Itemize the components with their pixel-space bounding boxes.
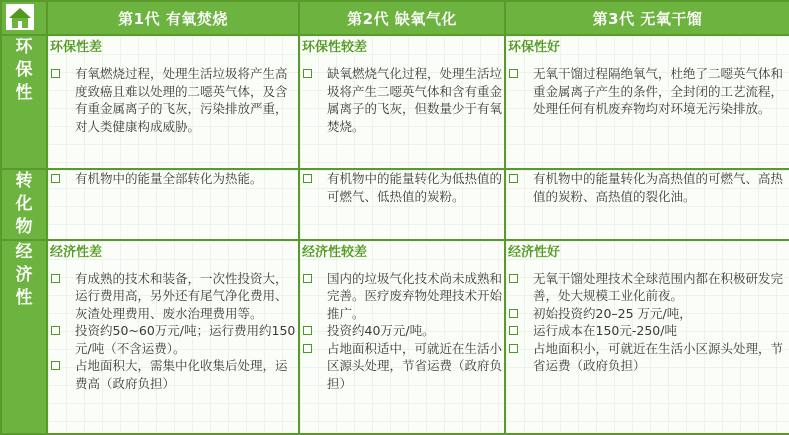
row-label-environmental: 环 保 性 xyxy=(1,35,47,169)
checkbox-bullet-icon xyxy=(51,326,60,335)
cell-subtitle: 经济性差 xyxy=(50,244,103,260)
header-gen2: 第2代 缺氧气化 xyxy=(299,1,505,35)
logo-icon xyxy=(6,4,34,30)
cell-conv-gen3 xyxy=(505,169,789,240)
checkbox-bullet-icon xyxy=(509,326,518,335)
header-gen1: 第1代 有氧焚烧 xyxy=(47,1,299,35)
checkbox-bullet-icon xyxy=(51,274,60,283)
list-item: 缺氧燃烧气化过程，处理生活垃圾将产生二噁英气体和含有重金属离子的飞灰，但数量少于有氧焚烧。 xyxy=(300,65,504,135)
cell-econ-gen1 xyxy=(47,240,299,434)
list-item: 投资约40万元/吨。 xyxy=(300,322,504,340)
cell-subtitle: 经济性较差 xyxy=(302,244,368,260)
list-item: 有氧燃烧过程，处理生活垃圾将产生高度致癌且难以处理的二噁英气体，及含有重金属离子的飞灰，污染排放严重，对人类健康构成威胁。 xyxy=(48,65,298,135)
cell-subtitle: 经济性好 xyxy=(508,244,561,260)
checkbox-bullet-icon xyxy=(509,69,518,78)
list-item: 国内的垃圾气化技术尚未成熟和完善。医疗废弃物处理技术开始推广。 xyxy=(300,270,504,323)
cell-env-gen3 xyxy=(505,35,789,169)
list-item: 运行成本在150元-250/吨 xyxy=(506,322,789,340)
cell-subtitle: 环保性较差 xyxy=(302,40,368,55)
list-item: 占地面积大，需集中化收集后处理，运费高（政府负担） xyxy=(48,357,298,392)
list-item: 占地面积小，可就近在生活小区源头处理，节省运费（政府负担） xyxy=(506,340,789,375)
list-item: 占地面积适中，可就近在生活小区源头处理，节省运费（政府负担） xyxy=(300,340,504,393)
checkbox-bullet-icon xyxy=(303,174,312,183)
list-item: 有机物中的能量转化为低热值的可燃气、低热值的炭粉。 xyxy=(300,170,504,205)
list-item: 有机物中的能量转化为高热值的可燃气、高热值的炭粉、高热值的裂化油。 xyxy=(506,170,789,205)
list-item: 初始投资约20–25 万元/吨， xyxy=(506,305,789,323)
checkbox-bullet-icon xyxy=(51,361,60,370)
list-item: 无氧干馏过程隔绝氧气，杜绝了二噁英气体和重金属离子产生的条件，全封闭的工艺流程，处理任何有机废弃物均对环境无污染排放。 xyxy=(506,65,789,118)
checkbox-bullet-icon xyxy=(51,174,60,183)
cell-subtitle: 环保性差 xyxy=(50,40,103,55)
list-item: 有机物中的能量全部转化为热能。 xyxy=(48,170,298,188)
cell-conv-gen1 xyxy=(47,169,299,240)
header-row xyxy=(1,1,789,35)
list-item: 有成熟的技术和装备，一次性投资大，运行费用高，另外还有尾气净化费用、灰渣处理费用、废水治理费用等。 xyxy=(48,270,298,323)
checkbox-bullet-icon xyxy=(303,326,312,335)
cell-econ-gen2 xyxy=(299,240,505,434)
checkbox-bullet-icon xyxy=(509,344,518,353)
checkbox-bullet-icon xyxy=(303,344,312,353)
cell-env-gen2 xyxy=(299,35,505,169)
row-economic xyxy=(1,240,789,434)
row-environmental xyxy=(1,35,789,169)
row-label-conversion: 转 化 物 xyxy=(1,169,47,240)
row-conversion xyxy=(1,169,789,240)
list-item: 投资约50~60万元/吨；运行费用约150元/吨（不含运费）。 xyxy=(48,322,298,357)
list-item: 无氧干馏处理技术全球范围内都在积极研发完善，处大规模工业化前夜。 xyxy=(506,270,789,305)
header-gen3: 第3代 无氧干馏 xyxy=(505,1,789,35)
row-label-economic: 经 济 性 xyxy=(1,240,47,434)
checkbox-bullet-icon xyxy=(509,309,518,318)
checkbox-bullet-icon xyxy=(509,174,518,183)
checkbox-bullet-icon xyxy=(509,274,518,283)
cell-subtitle: 环保性好 xyxy=(508,40,561,55)
checkbox-bullet-icon xyxy=(51,69,60,78)
checkbox-bullet-icon xyxy=(303,69,312,78)
checkbox-bullet-icon xyxy=(303,274,312,283)
cell-conv-gen2 xyxy=(299,169,505,240)
cell-env-gen1 xyxy=(47,35,299,169)
corner-cell xyxy=(1,1,47,35)
cell-econ-gen3 xyxy=(505,240,789,434)
